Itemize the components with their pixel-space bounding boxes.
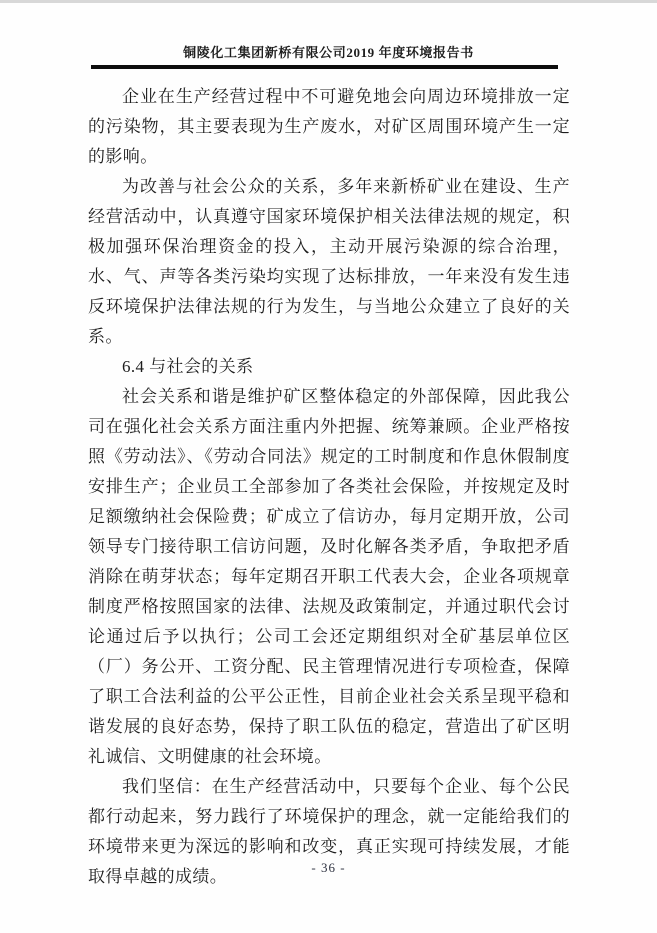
paragraph-conclusion: 我们坚信：在生产经营活动中，只要每个企业、每个公民都行动起来，努力践行了环境保护的理念，就一定能给我们的环境带来更为深远的影响和改变，真正实现可持续发展，才能取得卓越的成绩。: [88, 777, 570, 886]
scan-edge-top: [0, 0, 657, 3]
paragraph-public-relations: 为改善与社会公众的关系，多年来新桥矿业在建设、生产经营活动中，认真遵守国家环境保护相关法律法规的规定，积极加强环保治理资金的投入，主动开展污染源的综合治理，水、气、声等各类污染均实现了达标排放，一年来没有发生违反环境保护法律法规的行为发生，与当地公众建立了良好的关系。: [88, 177, 570, 346]
header-divider-rule: [91, 65, 558, 69]
page-number: - 36 -: [311, 860, 346, 875]
page-footer: [0, 860, 657, 876]
paragraph-pollution-impact: 企业在生产经营过程中不可避免地会向周边环境排放一定的污染物，其主要表现为生产废水，对矿区周围环境产生一定的影响。: [88, 87, 570, 166]
page-header-title: 铜陵化工集团新桥有限公司2019 年度环境报告书: [183, 45, 474, 60]
page-header: [0, 0, 657, 69]
document-body: [88, 82, 570, 892]
paragraph-social-relations: 社会关系和谐是维护矿区整体稳定的外部保障，因此我公司在强化社会关系方面注重内外把握、统筹兼顾。企业严格按照《劳动法》、《劳动合同法》规定的工时制度和作息休假制度安排生产；企业员工全部参加了各类社会保险，并按规定及时足额缴纳社会保险费；矿成立了信访办，每月定期开放，公司领导专门接待职工信访问题，及时化解各类矛盾，争取把矛盾消除在萌芽状态；每年定期召开职工代表大会，企业各项规章制度严格按照国家的法律、法规及政策制定，并通过职代会讨论通过后予以执行；公司工会还定期组织对全矿基层单位区（厂）务公开、工资分配、民主管理情况进行专项检查，保障了职工合法利益的公平公正性，目前企业社会关系呈现平稳和谐发展的良好态势，保持了职工队伍的稳定，营造出了矿区明礼诚信、文明健康的社会环境。: [88, 387, 570, 766]
section-heading-6-4: 6.4 与社会的关系: [122, 357, 254, 376]
